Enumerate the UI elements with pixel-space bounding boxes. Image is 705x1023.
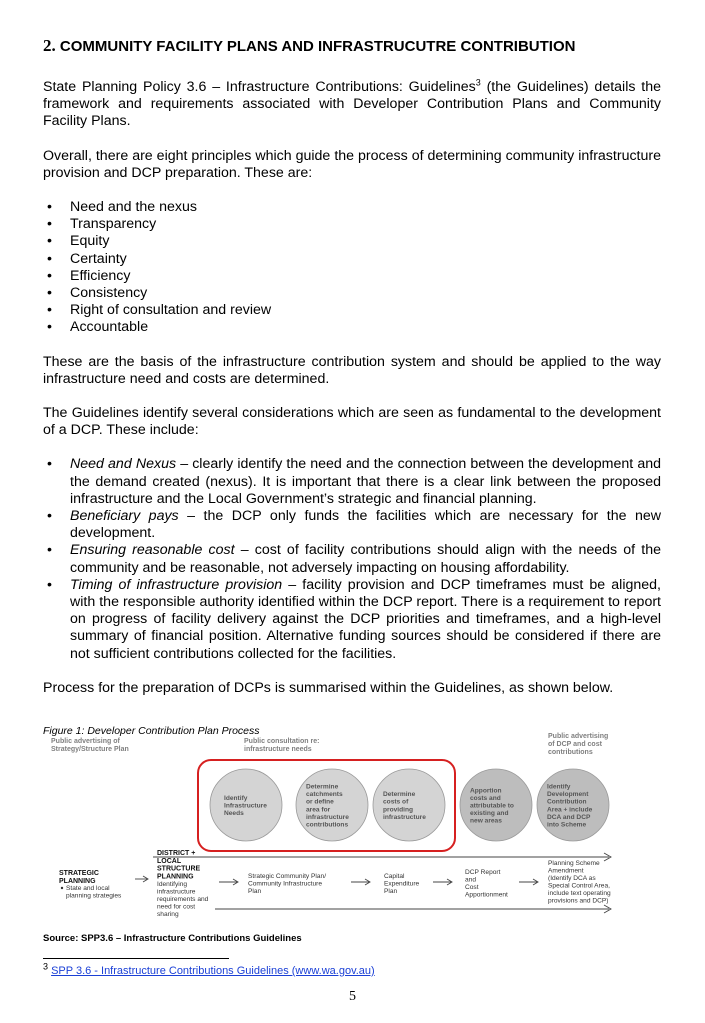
top-label-dcp: Public advertising of DCP and cost contributions [548, 733, 609, 756]
process-step: DCP Report and Cost Apportionment [465, 869, 508, 899]
intro-paragraph: State Planning Policy 3.6 – Infrastructure Contributions: Guidelines$^3$ (the Guidelines) details the framework and requirements associated with Developer Contribution Plans and Community Facility Plans. [43, 77, 661, 130]
district-planning-title: DISTRICT + LOCAL STRUCTURE PLANNING [157, 850, 201, 881]
process-paragraph: Process for the preparation of DCPs is summarised within the Guidelines, as shown below. [43, 679, 614, 696]
list-item: • Transparency [47, 216, 157, 233]
principles-list [43, 199, 661, 337]
principles-intro: Overall, there are eight principles which guide the process of determining community infrastructure provision and DCP preparation. These are: [43, 147, 661, 181]
list-item: • Right of consultation and review [47, 302, 272, 319]
list-item: • Need and the nexus [47, 199, 197, 216]
list-item: • Timing of infrastructure provision – facility provision and DCP timeframes must be aligned, with the responsible authority identified within the DCP report. There is a requirement to report on progress of facility delivery against the DCP priorities and timeframes, and a high-level summary of financial position. Alternative funding sources should be considered if there are not sufficient contributions collected for the facilities. [47, 576, 661, 662]
section-heading [43, 36, 661, 57]
circle-label: Determine catchments or define area for infrastructure contributions [306, 783, 349, 829]
basis-paragraph: These are the basis of the infrastructure contribution system and should be applied to the way infrastructure need and costs are determined. [43, 353, 661, 387]
bullet-dot [61, 887, 63, 889]
considerations-list [43, 456, 661, 662]
footnote [43, 961, 375, 977]
footnote-number: 3 [43, 961, 49, 972]
list-item: • Equity [47, 233, 110, 250]
page-number: 5 [349, 989, 356, 1004]
list-item: • Efficiency [47, 267, 131, 284]
district-planning-text: Identifying infrastructure requirements and need for cost sharing [157, 881, 209, 918]
top-label-consultation: Public consultation re: infrastructure needs [244, 738, 320, 753]
list-item: • Certainty [47, 250, 127, 267]
circle-label: Determine costs of providing infrastructure [383, 791, 426, 821]
process-step: Planning Scheme Amendment (Identify DCA as Special Control Area, include text operating provisions and DCP) [548, 860, 611, 905]
considerations-intro: The Guidelines identify several considerations which are seen as fundamental to the development of a DCP. These include: [43, 404, 661, 439]
list-item: • Accountable [47, 319, 149, 336]
circle-label: Identify Infrastructure Needs [224, 794, 267, 818]
list-item: • Consistency [47, 284, 148, 301]
section-title: COMMUNITY FACILITY PLANS AND INFRASTRUCUTRE CONTRIBUTION [59, 38, 576, 55]
list-item: • Ensuring reasonable cost – cost of facility contributions should align with the needs of the community and be reasonable, not adversely impacting on housing affordability. [47, 542, 661, 576]
process-step: Capital Expenditure Plan [384, 873, 420, 895]
footnote-link[interactable]: SPP 3.6 - Infrastructure Contributions Guidelines (www.wa.gov.au) [51, 965, 375, 977]
strategic-planning-text: State and local planning strategies [66, 885, 122, 900]
process-diagram [43, 727, 643, 932]
figure-source: Source: SPP3.6 – Infrastructure Contributions Guidelines [43, 933, 302, 944]
list-item: • Need and Nexus – clearly identify the need and the connection between the development and the demand created (nexus). It is important that there is a clear link between the proposed infrastructure and the Local Government’s strategic and financial planning. [47, 456, 662, 507]
list-item: • Beneficiary pays – the DCP only funds the facilities which are necessary for the new development. [47, 507, 662, 542]
process-step: Strategic Community Plan/ Community Infrastructure Plan [248, 873, 327, 895]
document-body [43, 36, 661, 748]
footnote-ref[interactable]: 3 [475, 77, 481, 88]
footnote-separator [43, 958, 229, 959]
circle-label: Identify Development Contribution Area + include DCA and DCP into Scheme [547, 783, 593, 829]
figure-caption: Figure 1: Developer Contribution Plan Process [43, 724, 260, 737]
circle-label: Apportion costs and attributable to existing and new areas [470, 787, 514, 825]
strategic-planning-title: STRATEGIC PLANNING [59, 870, 99, 885]
top-label-strategy: Public advertising of Strategy/Structure Plan [51, 738, 129, 753]
section-number: 2. [43, 36, 56, 55]
